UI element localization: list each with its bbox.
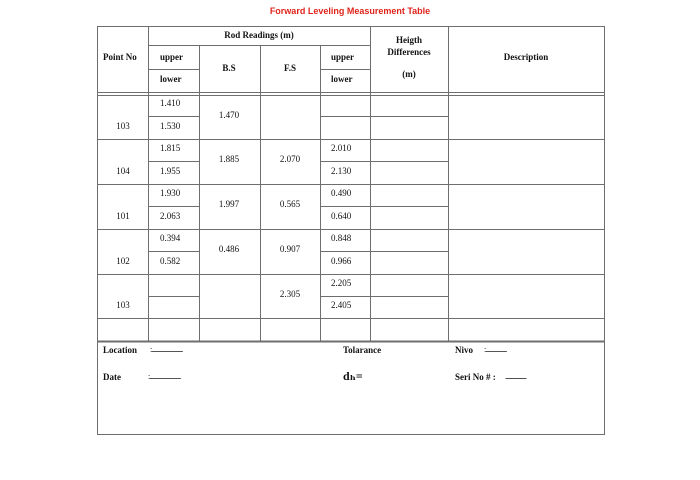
location-label: Location [103,345,138,355]
row-2-upper2: 2.010 [331,143,352,153]
tolerance-label: Tolarance [343,345,382,355]
row-2-bs: 1.885 [218,154,240,164]
row-4-fs: 0.907 [279,244,301,254]
row-1-point: 103 [116,121,130,131]
row-3-lower2: 0.640 [331,211,352,221]
row-3-point: 101 [116,211,130,221]
header-height-diff-1: Heigth [396,35,422,45]
header-description: Description [503,52,549,62]
row-4-point: 102 [116,256,130,266]
dh-label: dₕ= [343,369,363,383]
header-lower-fs: lower [331,74,353,84]
header-lower: lower [160,74,182,84]
nivo-field[interactable]: :..................... [484,345,507,354]
row-2-point: 104 [116,166,130,176]
row-5-upper2: 2.205 [331,278,352,288]
header-height-diff-2: Differences [387,47,431,57]
header-fs: F.S [284,63,296,73]
row-3-fs: 0.565 [279,199,301,209]
row-4-upper: 0.394 [160,233,181,243]
row-5-point: 103 [116,300,130,310]
row-4-bs: 0.486 [218,244,240,254]
location-field[interactable]: :............................... [150,345,183,354]
row-4-lower: 0.582 [160,256,181,266]
row-5-lower2: 2.405 [331,300,352,310]
row-4-lower2: 0.966 [331,256,352,266]
row-1-upper: 1.410 [160,98,181,108]
row-3-upper2: 0.490 [331,188,352,198]
header-height-unit: (m) [402,69,416,79]
nivo-label: Nivo [455,345,473,355]
header-point-no: Point No [103,52,137,62]
date-label: Date [103,372,121,382]
serial-label: Seri No # : [455,372,496,382]
row-2-lower2: 2.130 [331,166,352,176]
row-2-fs: 2.070 [279,154,301,164]
row-1-lower: 1.530 [160,121,181,131]
header-upper: upper [160,52,184,62]
serial-field[interactable]: ..................... [505,372,526,381]
date-field[interactable]: :............................... [148,372,181,381]
header-bs: B.S [222,63,236,73]
row-4-upper2: 0.848 [331,233,352,243]
header-upper-fs: upper [331,52,355,62]
header-rod-readings: Rod Readings (m) [224,30,294,40]
page-title: Forward Leveling Measurement Table [269,6,431,16]
row-1-bs: 1.470 [218,110,240,120]
row-3-lower: 2.063 [160,211,181,221]
row-3-bs: 1.997 [218,199,240,209]
row-2-upper: 1.815 [160,143,181,153]
row-5-fs: 2.305 [279,289,301,299]
row-2-lower: 1.955 [160,166,181,176]
row-3-upper: 1.930 [160,188,181,198]
